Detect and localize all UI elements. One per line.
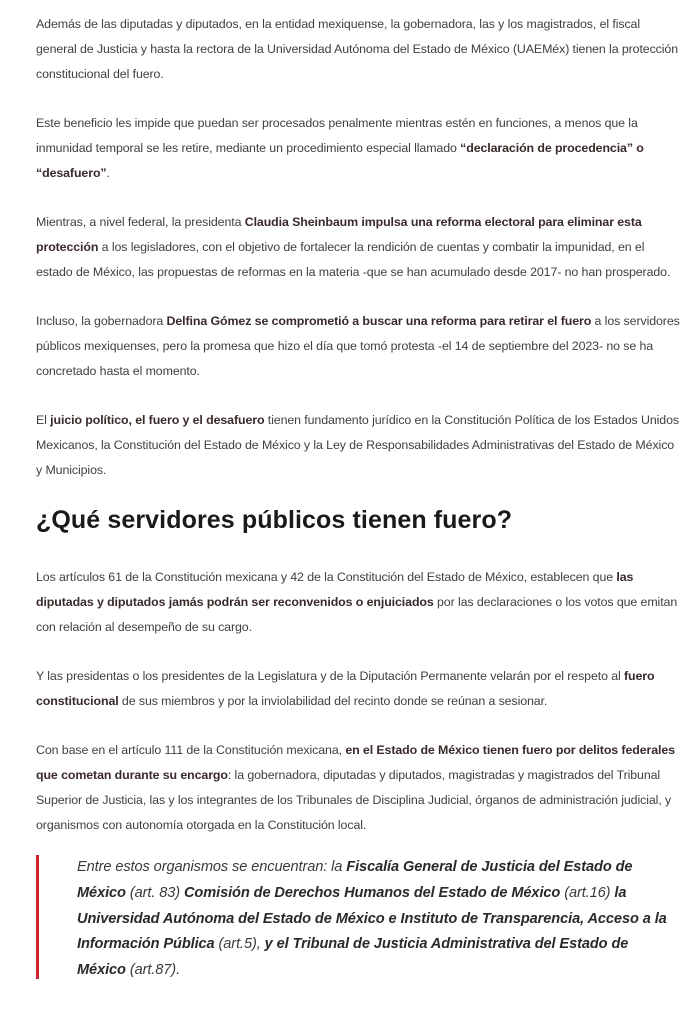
quote-bold-4: y el Tribunal de Justicia Administrativa del Estado de México xyxy=(77,936,629,979)
paragraph-5 xyxy=(36,408,680,483)
paragraph-6-text-end: por las declaraciones o los votos que emitan con relación al desempeño de su cargo. xyxy=(36,595,678,634)
paragraph-4-text-end: a los servidores públicos mexiquenses, pero la promesa que hizo el día que tomó protesta -el 14 de septiembre del 2023- no se ha concretado hasta el momento. xyxy=(36,314,680,378)
paragraph-3-text: Mientras, a nivel federal, la presidenta xyxy=(36,215,245,229)
quote-text-1: Entre estos organismos se encuentran: la xyxy=(77,859,347,875)
quote-text-5: (art.87). xyxy=(125,962,181,979)
paragraph-3-text-end: a los legisladores, con el objetivo de fortalecer la rendición de cuentas y combatir la impunidad, en el estado de México, las propuestas de reformas en la materia -que se han acumulado desde 2017- no han prosperado. xyxy=(36,240,671,279)
paragraph-1 xyxy=(36,12,680,87)
paragraph-5-bold: juicio político, el fuero y el desafuero xyxy=(50,413,265,427)
paragraph-7 xyxy=(36,664,680,714)
paragraph-8-text: Con base en el artículo 111 de la Constitución mexicana, xyxy=(36,743,346,757)
paragraph-7-text-end: de sus miembros y por la inviolabilidad del recinto donde se reúnan a sesionar. xyxy=(118,694,548,708)
paragraph-2-bold: “declaración de procedencia” o “desafuero” xyxy=(36,141,644,180)
paragraph-6-bold: las diputadas y diputados jamás podrán ser reconvenidos o enjuiciados xyxy=(36,570,634,609)
paragraph-2 xyxy=(36,111,680,186)
quote-text-3: (art.16) xyxy=(560,884,615,901)
quote-bold-1: Fiscalía General de Justicia del Estado de México xyxy=(77,859,633,901)
paragraph-4 xyxy=(36,309,680,384)
section-heading: ¿Qué servidores públicos tienen fuero? xyxy=(36,506,513,534)
paragraph-8 xyxy=(36,738,680,838)
quote-bold-3: la Universidad Autónoma del Estado de México e Instituto de Transparencia, Acceso a la Información Pública xyxy=(77,884,667,953)
paragraph-3 xyxy=(36,210,680,285)
pull-quote-text xyxy=(77,855,680,984)
quote-bold-2: Comisión de Derechos Humanos del Estado de México xyxy=(183,884,561,901)
paragraph-3-bold: Claudia Sheinbaum impulsa una reforma electoral para eliminar esta protección xyxy=(36,215,642,254)
paragraph-2-text-end: . xyxy=(106,166,110,180)
paragraph-1-text: Además de las diputadas y diputados, en la entidad mexiquense, la gobernadora, las y los magistrados, el fiscal general de Justicia y hasta la rectora de la Universidad Autónoma del Estado de México (UAEMéx) tienen la protección constitucional del fuero. xyxy=(36,17,679,81)
paragraph-6-text: Los artículos 61 de la Constitución mexicana y 42 de la Constitución del Estado de México, establecen que xyxy=(36,570,617,584)
paragraph-4-text: Incluso, la gobernadora xyxy=(36,314,167,328)
pull-quote xyxy=(36,855,680,979)
paragraph-8-bold: en el Estado de México tienen fuero por delitos federales que cometan durante su encargo xyxy=(36,743,675,782)
paragraph-6 xyxy=(36,565,680,640)
paragraph-7-bold: fuero constitucional xyxy=(36,669,655,708)
quote-text-2: (art. 83) xyxy=(125,884,184,901)
paragraph-5-text-end: tienen fundamento jurídico en la Constitución Política de los Estados Unidos Mexicanos, la Constitución del Estado de México y la Ley de Responsabilidades Administrativas del Estado de México y Municipios. xyxy=(36,413,679,477)
paragraph-7-text: Y las presidentas o los presidentes de la Legislatura y de la Diputación Permanente velarán por el respeto al xyxy=(36,669,625,683)
paragraph-5-text: El xyxy=(36,413,51,427)
paragraph-8-text-end: : la gobernadora, diputadas y diputados, magistradas y magistrados del Tribunal Superior de Justicia, las y los integrantes de los Tribunales de Disciplina Judicial, órganos de administración judicial, y organismos con autonomía otorgada en la Constitución local. xyxy=(36,768,672,832)
paragraph-4-bold: Delfina Gómez se comprometió a buscar una reforma para retirar el fuero xyxy=(166,314,592,328)
quote-text-4: (art.5), xyxy=(214,936,265,953)
paragraph-2-text: Este beneficio les impide que puedan ser procesados penalmente mientras estén en funciones, a menos que la inmunidad temporal se les retire, mediante un procedimiento especial llamado xyxy=(36,116,638,155)
